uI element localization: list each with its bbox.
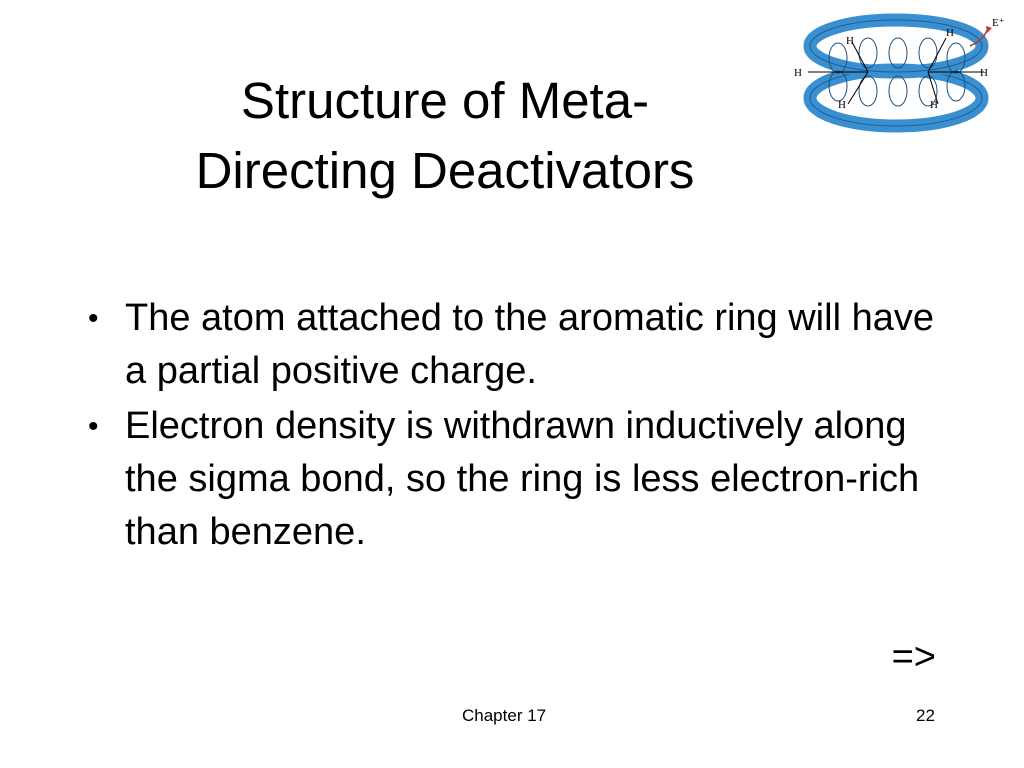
bullet-marker: • xyxy=(88,410,99,443)
slide-title xyxy=(90,66,800,206)
bullet-item xyxy=(82,400,962,559)
bullet-marker: • xyxy=(88,302,99,335)
electrophile-label: E⁺ xyxy=(992,17,1005,29)
bullet-text: Electron density is withdrawn inductively along the sigma bond, so the ring is less electron-rich than benzene. xyxy=(125,405,920,553)
bullet-list xyxy=(82,292,962,561)
atom-label-h: H xyxy=(794,67,802,79)
title-line-2: Directing Deactivators xyxy=(195,142,695,199)
atom-label-h: H xyxy=(980,67,988,79)
atom-label-h: H xyxy=(846,35,854,47)
title-line-1: Structure of Meta- xyxy=(240,72,650,129)
bullet-text: The atom attached to the aromatic ring will have a partial positive charge. xyxy=(125,297,934,392)
atom-label-h: H xyxy=(838,99,846,111)
footer-page-number: 22 xyxy=(916,706,935,725)
atom-label-h: H xyxy=(930,99,938,111)
atom-label-h: H xyxy=(946,27,954,39)
bullet-item xyxy=(82,292,962,398)
next-slide-arrow[interactable]: => xyxy=(891,636,936,678)
benzene-pi-cloud-figure xyxy=(788,8,1016,136)
footer-chapter: Chapter 17 xyxy=(462,706,547,725)
